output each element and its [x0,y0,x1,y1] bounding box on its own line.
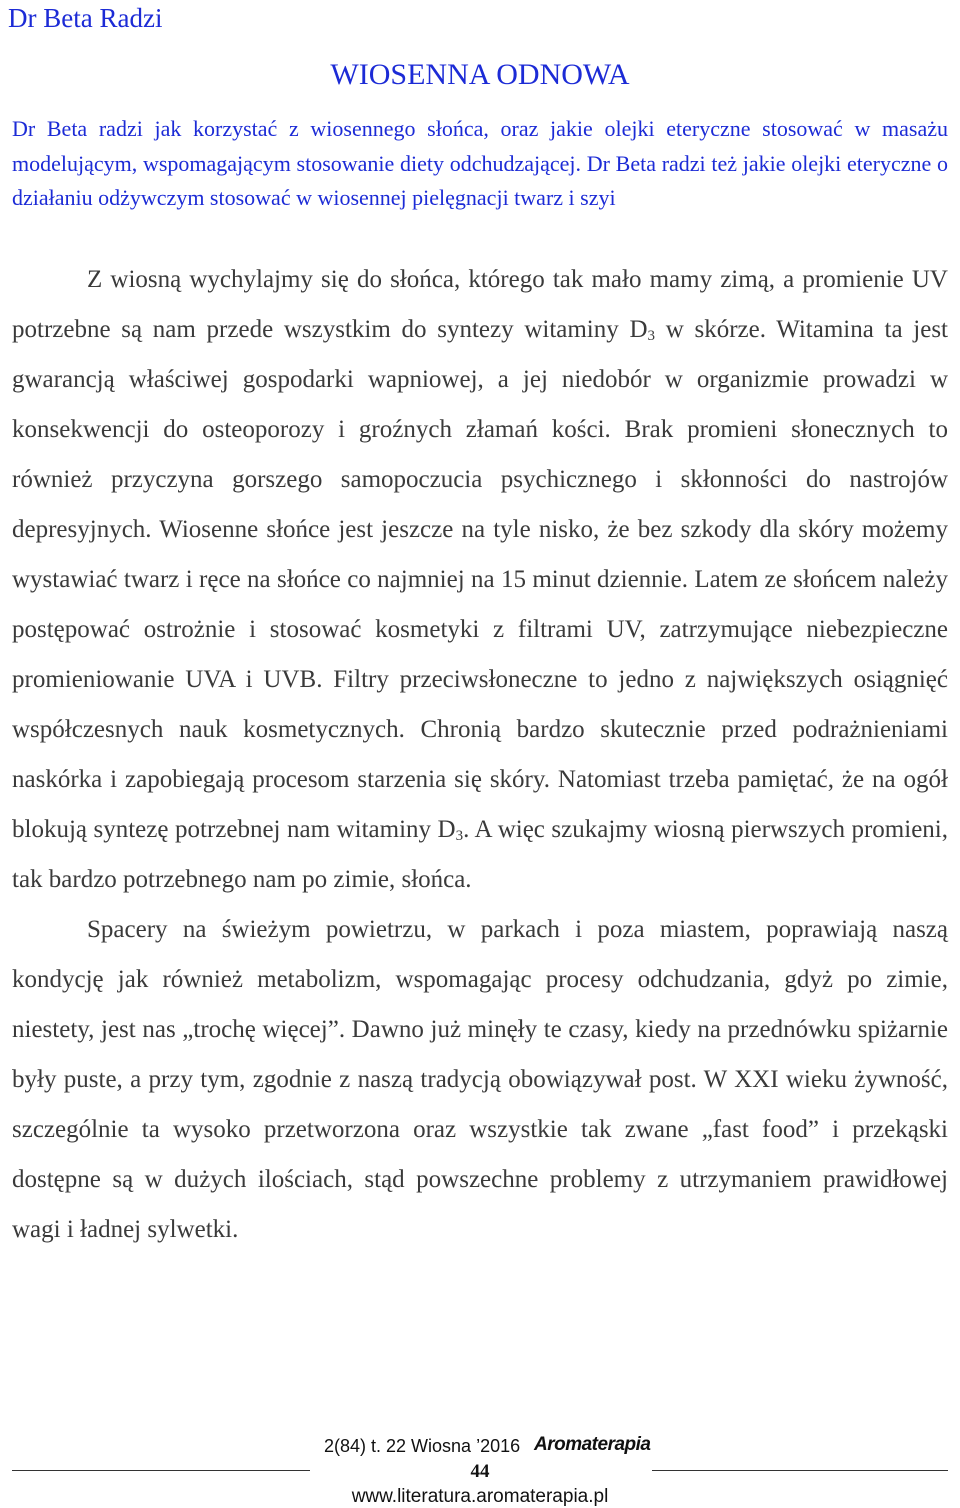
section-label: Dr Beta Radzi [8,3,163,33]
paragraph-text: w skórze. Witamina ta jest gwarancją właściwej gospodarki wapniowej, a jej niedobór w organizmie prowadzi w konsekwencji do osteoporozy i groźnych złamań kości. Brak promieni słonecznych to również przyczyna gorszego samopoczucia psychicznego i skłonności do nastrojów depresyjnych. Wiosenne słońce jest jeszcze na tyle nisko, że bez szkody dla skóry możemy wystawiać twarz i ręce na słońce co najmniej na 15 minut dziennie. Latem ze słońcem należy postępować ostrożnie i stosować kosmetyki z filtrami UV, zatrzymujące niebezpieczne promieniowanie UVA i UVB. Filtry przeciwsłoneczne to jedno z największych osiągnięć współczesnych nauk kosmetycznych. Chronią bardzo skutecznie przed podrażnieniami naskórka i zapobiegają procesom starzenia się skóry. Natomiast trzeba pamiętać, że na ogół blokują syntezę potrzebnej nam witaminy D [12,316,948,843]
footer-url[interactable]: www.literatura.aromaterapia.pl [351,1486,609,1507]
subscript: 3 [455,828,464,844]
subscript: 3 [647,328,656,344]
body-paragraph: Spacery na świeżym powietrzu, w parkach i poza miastem, poprawiają naszą kondycję jak również metabolizm, wspomagając procesy odchudzania, gdyż po zimie, niestety, jest nas „trochę więcej”. Dawno już minęły te czasy, kiedy na przednówku spiżarnie były puste, a przy tym, zgodnie z naszą tradycją obowiązywał post. W XXI wieku żywność, szczególnie ta wysoko przetworzona oraz wszystkie tak zwane „fast food” i przekąski dostępne są w dużych ilościach, stąd powszechne problemy z utrzymaniem prawidłowej wagi i ładnej sylwetki. [12,916,948,1243]
page-number: 44 [470,1461,490,1482]
paragraph-text: . A więc szukajmy wiosną pierwszych promieni, tak bardzo potrzebnego nam po zimie, słońca. [12,816,948,893]
footer-issue: 2(84) t. 22 Wiosna ’2016 [324,1436,521,1456]
magazine-logo: Aromaterapia [534,1434,651,1455]
article-title-text: WIOSENNA ODNOWA [330,58,630,91]
article-title [0,56,960,94]
page-footer [0,1430,960,1508]
body-paragraph [12,255,948,905]
article-lead: Dr Beta radzi jak korzystać z wiosennego słońca, oraz jakie olejki eteryczne stosować w masażu modelującym, wspomagającym stosowanie diety odchudzającej. Dr Beta radzi też jakie olejki eteryczne o działaniu odżywczym stosować w wiosennej pielęgnacji twarz i szyi [12,116,948,210]
paragraph-text: Z wiosną wychylajmy się do słońca, którego tak mało mamy zimą, a promienie UV potrzebne są nam przede wszystkim do syntezy witaminy D [12,266,948,343]
article-body [12,255,948,1255]
